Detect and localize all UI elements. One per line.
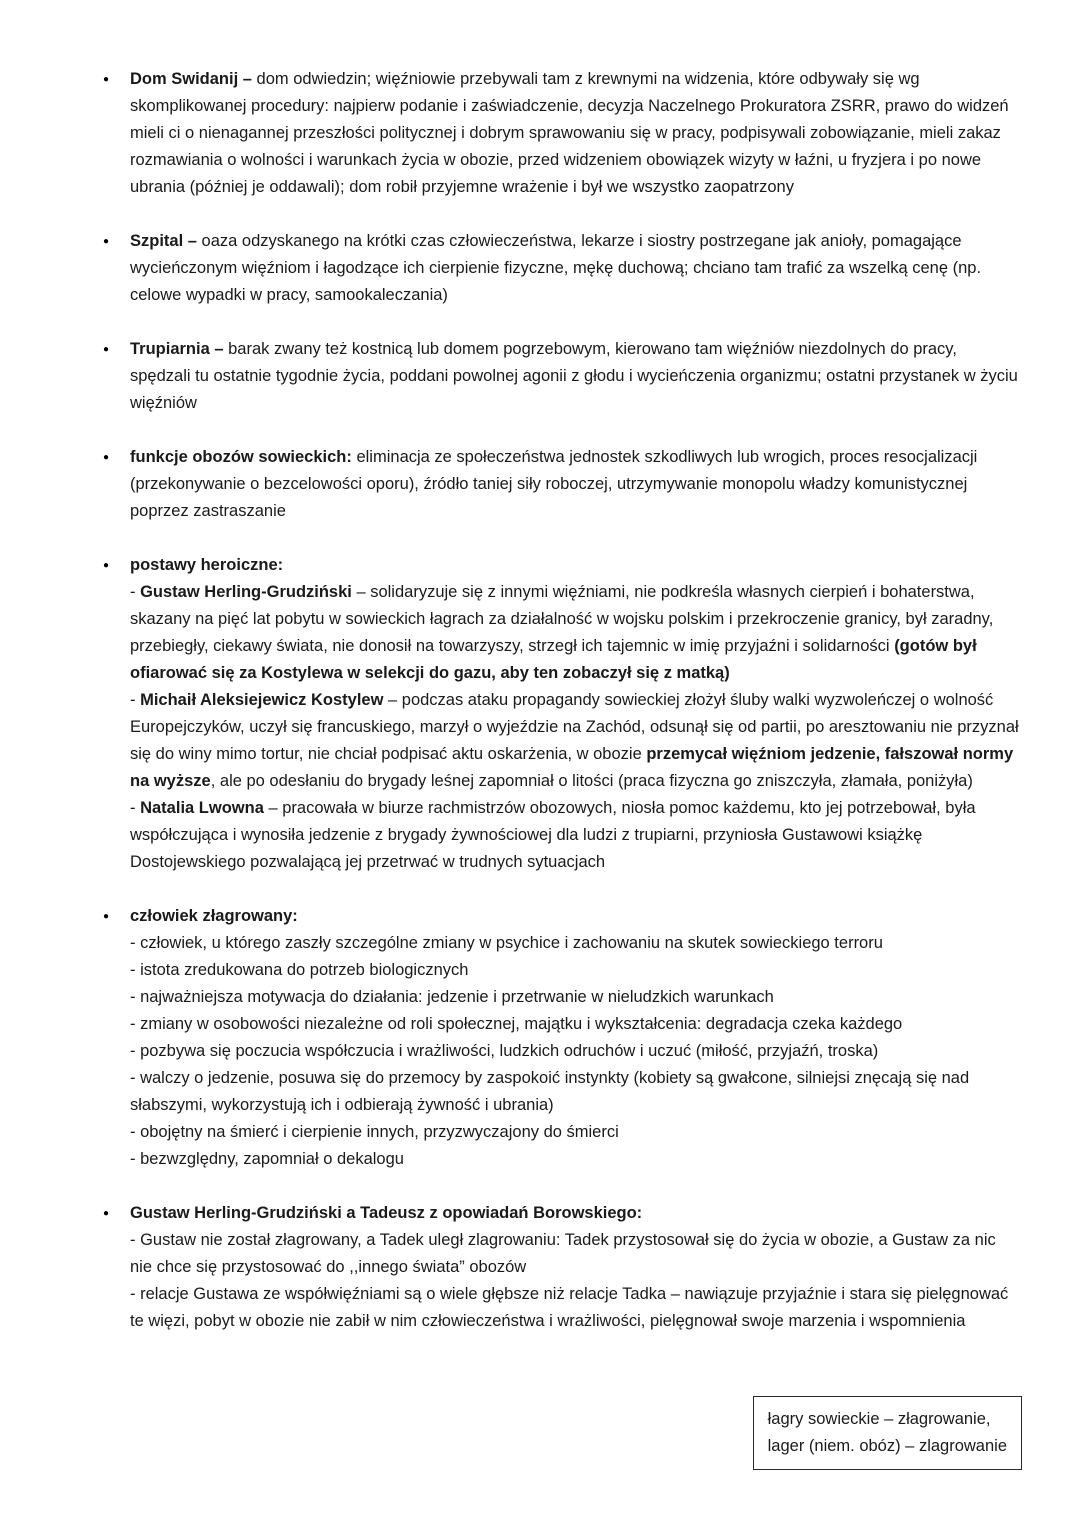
bullet-list — [103, 66, 1020, 1335]
paragraph: - Gustaw Herling-Grudziński – solidaryzuje się z innymi więźniami, nie podkreśla własnych cierpień i bohaterstwa, skazany na pięć lat pobytu w sowieckich łagrach za działalność w wojsku polskim i przekroczenie granicy, był zaradny, przebiegły, ciekawy świata, nie donosił na towarzyszy, strzegł ich tajemnic w imię przyjaźni i solidarności (gotów był ofiarować się za Kostylewa w selekcji do gazu, aby ten zobaczył się z matką) — [130, 583, 994, 682]
bullet-item — [103, 66, 1020, 201]
paragraph: - bezwzględny, zapomniał o dekalogu — [130, 1150, 404, 1168]
paragraph: - człowiek, u którego zaszły szczególne zmiany w psychice i zachowaniu na skutek sowieckiego terroru — [130, 934, 883, 952]
paragraph: - najważniejsza motywacja do działania: jedzenie i przetrwanie w nieludzkich warunkach — [130, 988, 774, 1006]
note-line: lager (niem. obóz) – zlagrowanie — [767, 1437, 1007, 1455]
bullet-marker-icon: ● — [103, 236, 110, 247]
paragraph: Dom Swidanij – dom odwiedzin; więźniowie przebywali tam z krewnymi na widzenia, które odbywały się wg skomplikowanej procedury: najpierw podanie i zaświadczenie, decyzja Naczelnego Prokuratora ZSRR, prawo do widzeń mieli ci o nienagannej przeszłości politycznej i dobrym sprawowaniu się w pracy, podpisywali zobowiązanie, mieli zakaz rozmawiania o wolności i warunkach życia w obozie, przed widzeniem obowiązek wizyty w łaźni, u fryzjera i po nowe ubrania (później je oddawali); dom robił przyjemne wrażenie i był we wszystko zaopatrzony — [130, 70, 1009, 196]
bullet-text — [130, 552, 1020, 876]
bullet-marker-icon: ● — [103, 452, 110, 463]
note-box — [753, 1396, 1022, 1470]
paragraph: człowiek złagrowany: — [130, 907, 298, 925]
paragraph: - relacje Gustawa ze współwięźniami są o wiele głębsze niż relacje Tadka – nawiązuje przyjaźnie i stara się pielęgnować te więzi, pobyt w obozie nie zabił w nim człowieczeństwa i wrażliwości, pielęgnował swoje marzenia i wspomnienia — [130, 1285, 1009, 1330]
bullet-item — [103, 336, 1020, 417]
bullet-text — [130, 444, 1020, 525]
bullet-marker-icon: ● — [103, 74, 110, 85]
paragraph: - obojętny na śmierć i cierpienie innych, przyzwyczajony do śmierci — [130, 1123, 619, 1141]
paragraph: - Natalia Lwowna – pracowała w biurze rachmistrzów obozowych, niosła pomoc każdemu, kto jej potrzebował, była współczująca i wynosiła jedzenie z brygady żywnościowej dla ludzi z trupiarni, przyniosła Gustawowi książkę Dostojewskiego pozwalającą jej przetrwać w trudnych sytuacjach — [130, 799, 976, 871]
paragraph: funkcje obozów sowieckich: eliminacja ze społeczeństwa jednostek szkodliwych lub wrogich, proces resocjalizacji (przekonywanie o bezcelowości oporu), źródło taniej siły roboczej, utrzymywanie monopolu władzy komunistycznej poprzez zastraszanie — [130, 448, 978, 520]
paragraph: - zmiany w osobowości niezależne od roli społecznej, majątku i wykształcenia: degradacja czeka każdego — [130, 1015, 903, 1033]
paragraph: - istota zredukowana do potrzeb biologicznych — [130, 961, 469, 979]
bullet-text — [130, 336, 1020, 417]
paragraph: Gustaw Herling-Grudziński a Tadeusz z opowiadań Borowskiego: — [130, 1204, 643, 1222]
paragraph: Szpital – oaza odzyskanego na krótki czas człowieczeństwa, lekarze i siostry postrzegane jak anioły, pomagające wycieńczonym więźniom i łagodzące ich cierpienie fizyczne, mękę duchową; chciano tam trafić za wszelką cenę (np. celowe wypadki w pracy, samookaleczania) — [130, 232, 982, 304]
bullet-marker-icon: ● — [103, 1208, 110, 1219]
bullet-item — [103, 228, 1020, 309]
paragraph: - Gustaw nie został złagrowany, a Tadek uległ zlagrowaniu: Tadek przystosował się do życia w obozie, a Gustaw za nic nie chce się przystosować do ,,innego świata” obozów — [130, 1231, 996, 1276]
paragraph: - walczy o jedzenie, posuwa się do przemocy by zaspokoić instynkty (kobiety są gwałcone, silniejsi znęcają się nad słabszymi, wykorzystują ich i odbierają żywność i ubrania) — [130, 1069, 970, 1114]
bullet-item — [103, 903, 1020, 1173]
paragraph: - pozbywa się poczucia współczucia i wrażliwości, ludzkich odruchów i uczuć (miłość, przyjaźń, troska) — [130, 1042, 879, 1060]
bullet-item — [103, 444, 1020, 525]
bullet-item — [103, 552, 1020, 876]
bullet-text — [130, 228, 1020, 309]
bullet-text — [130, 903, 1020, 1173]
bullet-marker-icon: ● — [103, 911, 110, 922]
bullet-item — [103, 1200, 1020, 1335]
bullet-text — [130, 1200, 1020, 1335]
bullet-text — [130, 66, 1020, 201]
paragraph: - Michaił Aleksiejewicz Kostylew – podczas ataku propagandy sowieckiej złożył śluby walki wyzwoleńczej o wolność Europejczyków, uczył się francuskiego, marzył o wyjeździe na Zachód, odsunął się od partii, po aresztowaniu nie przyznał się do winy mimo tortur, nie chciał podpisać aktu oskarżenia, w obozie przemycał więźniom jedzenie, fałszował normy na wyższe, ale po odesłaniu do brygady leśnej zapomniał o litości (praca fizyczna go zniszczyła, złamała, poniżyła) — [130, 691, 1019, 790]
note-line: łagry sowieckie – złagrowanie, — [767, 1410, 991, 1428]
bullet-marker-icon: ● — [103, 560, 110, 571]
bullet-marker-icon: ● — [103, 344, 110, 355]
paragraph: postawy heroiczne: — [130, 556, 284, 574]
paragraph: Trupiarnia – barak zwany też kostnicą lub domem pogrzebowym, kierowano tam więźniów niezdolnych do pracy, spędzali tu ostatnie tygodnie życia, poddani powolnej agonii z głodu i wycieńczenia organizmu; ostatni przystanek w życiu więźniów — [130, 340, 1018, 412]
